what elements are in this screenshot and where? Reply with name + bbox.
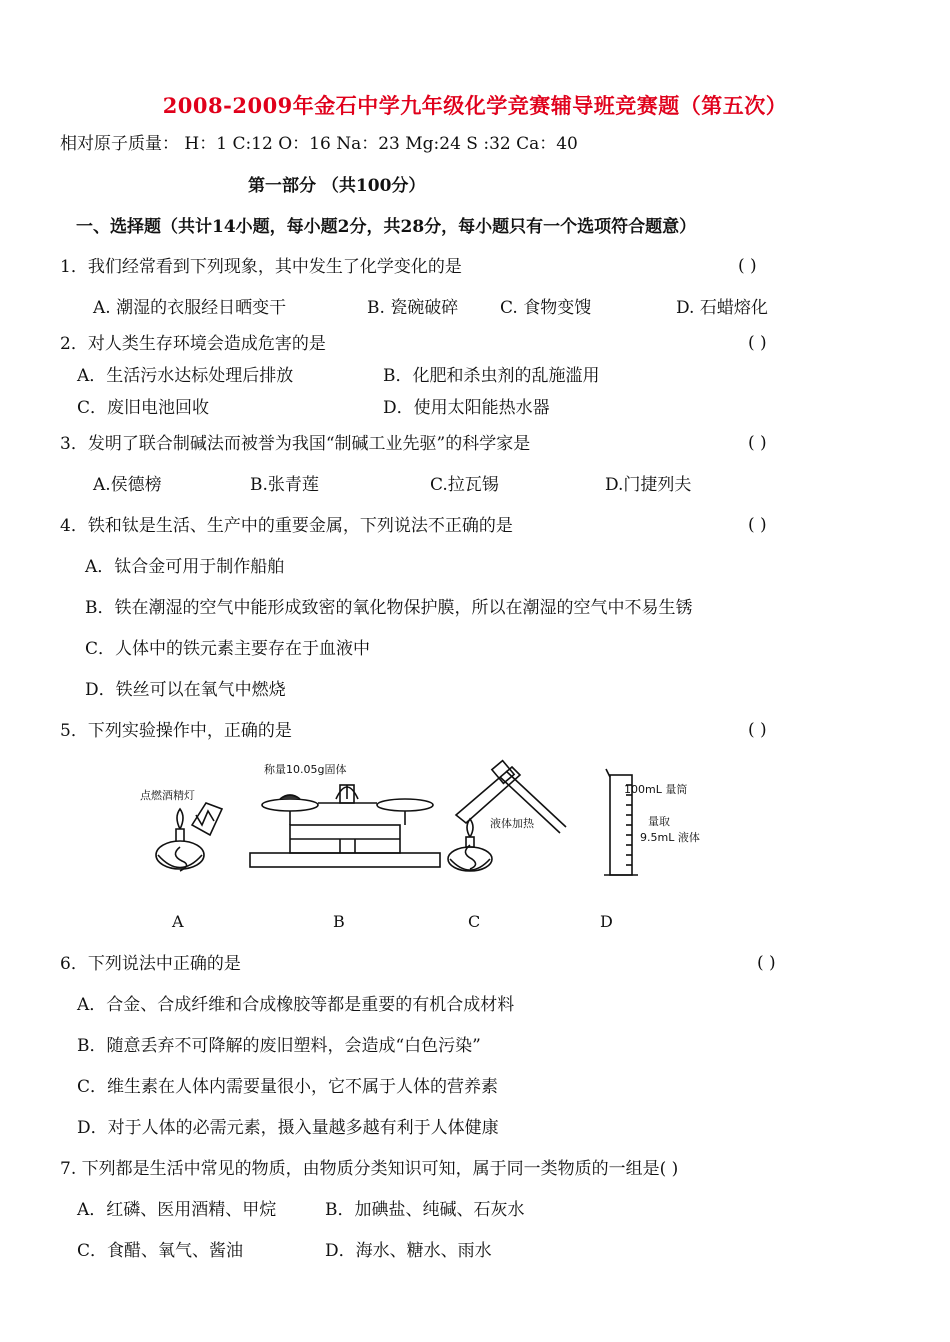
fig-d-caption-cylinder: 100mL 量筒 xyxy=(624,783,688,796)
q2-option-b: B．化肥和杀虫剂的乱施滥用 xyxy=(383,366,600,386)
section-heading: 一、选择题（共计14小题，每小题2分，共28分，每小题只有一个选项符合题意） xyxy=(76,217,697,237)
q3-option-c: C.拉瓦锡 xyxy=(430,475,499,495)
q5-stem: 5．下列实验操作中，正确的是 xyxy=(60,721,292,741)
q3-option-d: D.门捷列夫 xyxy=(605,475,692,495)
fig-c-test-tube-heating xyxy=(448,761,566,871)
q2-answer-blank: ( ) xyxy=(748,333,767,353)
q6-option-d: D．对于人体的必需元素，摄入量越多越有利于人体健康 xyxy=(77,1118,499,1138)
q4-option-c: C．人体中的铁元素主要存在于血液中 xyxy=(85,639,371,659)
q4-stem: 4．铁和钛是生活、生产中的重要金属，下列说法不正确的是 xyxy=(60,516,513,536)
fig-b-balance xyxy=(250,785,440,867)
fig-b-caption: 称量10.05g固体 xyxy=(264,763,347,776)
q7-option-c: C．食醋、氧气、酱油 xyxy=(77,1241,244,1261)
q1-option-c: C. 食物变馊 xyxy=(500,298,592,318)
fig-a-caption: 点燃酒精灯 xyxy=(140,789,195,802)
q5-label-c: C xyxy=(468,912,481,931)
q1-option-d: D. 石蜡熔化 xyxy=(676,298,768,318)
q6-option-b: B．随意丢弃不可降解的废旧塑料，会造成“白色污染” xyxy=(77,1036,481,1056)
fig-a-alcohol-lamps xyxy=(156,803,222,871)
q4-answer-blank: ( ) xyxy=(748,515,767,535)
fig-c-caption: 液体加热 xyxy=(490,817,534,830)
q7-option-a: A．红磷、医用酒精、甲烷 xyxy=(77,1200,277,1220)
q2-option-c: C．废旧电池回收 xyxy=(77,398,210,418)
fig-d-caption-volume: 9.5mL 液体 xyxy=(640,831,700,844)
q7-option-b: B．加碘盐、纯碱、石灰水 xyxy=(325,1200,525,1220)
q1-answer-blank: ( ) xyxy=(738,256,757,276)
q5-answer-blank: ( ) xyxy=(748,720,767,740)
q6-option-c: C．维生素在人体内需要量很小，它不属于人体的营养素 xyxy=(77,1077,499,1097)
q1-option-a: A. 潮湿的衣服经日晒变干 xyxy=(93,298,287,318)
q1-stem: 1．我们经常看到下列现象，其中发生了化学变化的是 xyxy=(60,257,462,277)
q6-option-a: A．合金、合成纤维和合成橡胶等都是重要的有机合成材料 xyxy=(77,995,515,1015)
q7-stem: 7. 下列都是生活中常见的物质，由物质分类知识可知，属于同一类物质的一组是( ) xyxy=(60,1159,679,1179)
q2-option-d: D．使用太阳能热水器 xyxy=(383,398,550,418)
q4-option-d: D．铁丝可以在氧气中燃烧 xyxy=(85,680,286,700)
part-heading: 第一部分 （共100分） xyxy=(248,176,426,196)
q6-answer-blank: ( ) xyxy=(757,953,776,973)
q6-stem: 6．下列说法中正确的是 xyxy=(60,954,241,974)
q5-label-a: A xyxy=(172,912,184,931)
q5-apparatus-figure xyxy=(140,755,700,895)
atomic-mass-line: 相对原子质量： H：1 C:12 O：16 Na：23 Mg:24 S :32 Ca：40 xyxy=(60,134,578,154)
q5-label-b: B xyxy=(333,912,345,931)
q3-answer-blank: ( ) xyxy=(748,433,767,453)
q3-stem: 3．发明了联合制碱法而被誉为我国“制碱工业先驱”的科学家是 xyxy=(60,434,531,454)
q1-option-b: B. 瓷碗破碎 xyxy=(367,298,459,318)
q5-label-d: D xyxy=(600,912,613,931)
q2-option-a: A．生活污水达标处理后排放 xyxy=(77,366,294,386)
q7-option-d: D．海水、糖水、雨水 xyxy=(325,1241,492,1261)
q4-option-a: A．钛合金可用于制作船舶 xyxy=(85,557,285,577)
q2-stem: 2．对人类生存环境会造成危害的是 xyxy=(60,334,326,354)
exam-title: 2008-2009年金石中学九年级化学竞赛辅导班竞赛题（第五次） xyxy=(162,93,788,118)
fig-d-caption-measure: 量取 xyxy=(648,815,670,828)
q4-option-b: B．铁在潮湿的空气中能形成致密的氧化物保护膜，所以在潮湿的空气中不易生锈 xyxy=(85,598,693,618)
q3-option-b: B.张青莲 xyxy=(250,475,319,495)
q3-option-a: A.侯德榜 xyxy=(93,475,162,495)
